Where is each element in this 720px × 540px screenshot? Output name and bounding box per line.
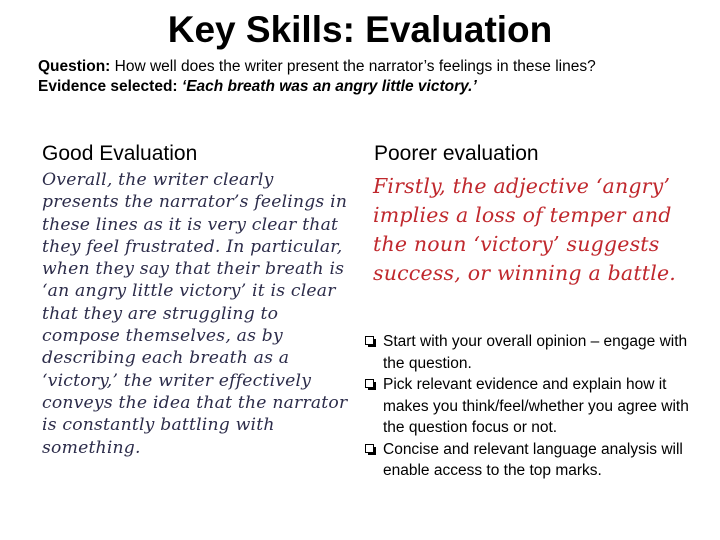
question-block xyxy=(38,57,678,97)
question-text: How well does the writer present the narrator’s feelings in these lines? xyxy=(110,58,596,75)
poorer-evaluation-heading: Poorer evaluation xyxy=(374,142,539,165)
evidence-label: Evidence selected: xyxy=(38,78,178,95)
question-label: Question: xyxy=(38,58,111,75)
poorer-evaluation-text: Firstly, the adjective ‘angry’ implies a loss of temper and the noun ‘victory’ suggests success, or winning a battle. xyxy=(373,174,677,285)
question-line xyxy=(38,57,678,77)
evidence-text: ‘Each breath was an angry little victory.’ xyxy=(177,78,477,95)
tip-text: Concise and relevant language analysis will enable access to the top marks. xyxy=(383,440,683,479)
good-evaluation-heading: Good Evaluation xyxy=(42,142,198,165)
checkbox-icon xyxy=(365,444,374,453)
tip-item xyxy=(362,439,707,482)
tip-item xyxy=(362,331,707,374)
tips-list xyxy=(362,331,707,482)
good-evaluation-text: Overall, the writer clearly presents the narrator’s feelings in these lines as it is very clear that they feel frustrated. In particular, when they say that their breath is ‘an angry little victory’ it is clear that they are struggling to compose themselves, as by describing each breath as a ‘victory,’ the writer effectively conveys the idea that the narrator is constantly battling with something. xyxy=(42,170,348,458)
page-title: Key Skills: Evaluation xyxy=(167,9,553,50)
tip-text: Start with your overall opinion – engage with the question. xyxy=(383,333,688,372)
tip-item xyxy=(362,374,707,439)
evidence-line xyxy=(38,77,678,97)
checkbox-icon xyxy=(365,336,374,345)
checkbox-icon xyxy=(365,379,374,388)
tip-text: Pick relevant evidence and explain how it makes you think/feel/whether you agree with the question focus or not. xyxy=(383,376,689,436)
